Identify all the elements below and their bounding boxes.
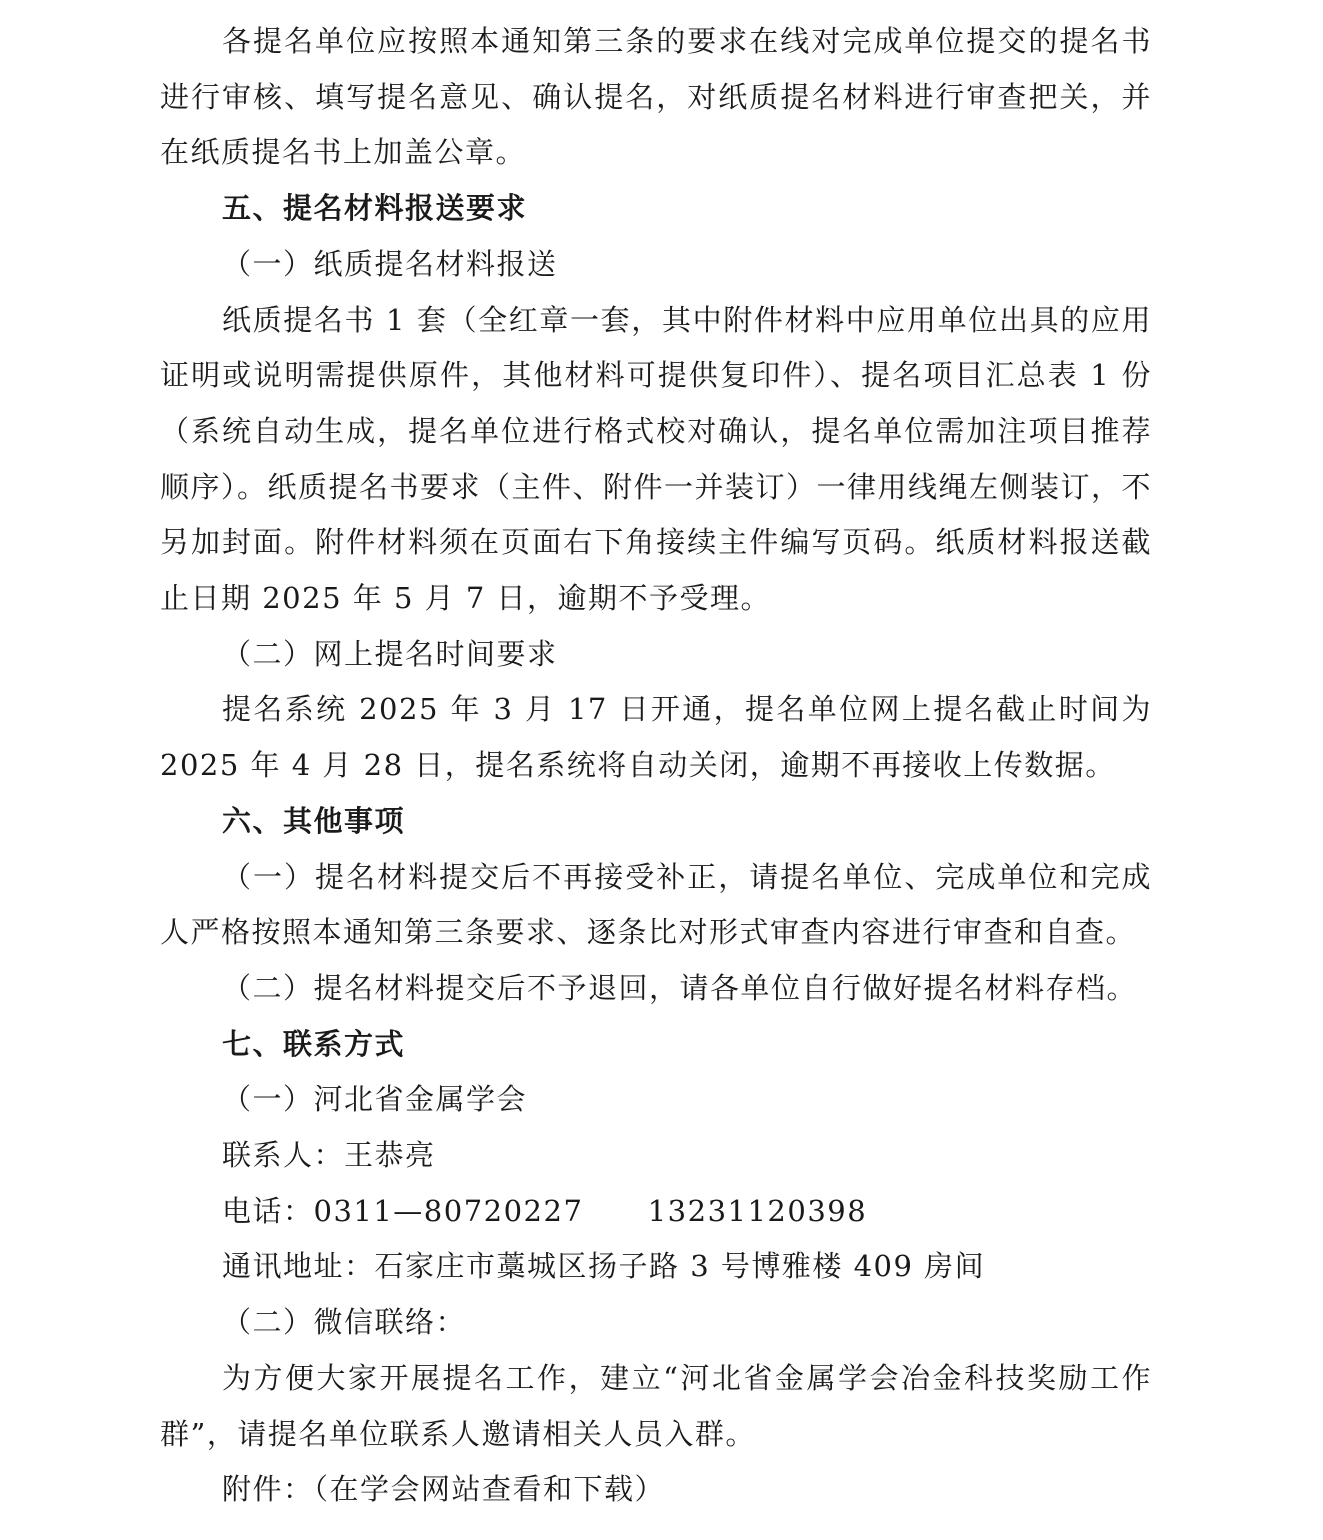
attachment-note: 附件：（在学会网站查看和下载） [222, 1472, 666, 1507]
contact-phone: 电话：0311—80720227 13231120398 [222, 1193, 868, 1228]
contact-person: 联系人：王恭亮 [222, 1138, 436, 1173]
paragraph-review-requirements: 各提名单位应按照本通知第三条的要求在线对完成单位提交的提名书进行审核、填写提名意见、确认提名，对纸质提名材料进行审查把关，并在纸质提名书上加盖公章。 [160, 24, 1152, 170]
section-heading-5: 五、提名材料报送要求 [222, 191, 528, 226]
section-heading-7: 七、联系方式 [222, 1026, 406, 1061]
document-page [160, 14, 1152, 1518]
paragraph-wechat-group: 为方便大家开展提名工作，建立“河北省金属学会冶金科技奖励工作群”，请提名单位联系人邀请相关人员入群。 [160, 1360, 1152, 1451]
subheading-society: （一）河北省金属学会 [222, 1082, 528, 1117]
paragraph-no-return: （二）提名材料提交后不予退回，请各单位自行做好提名材料存档。 [222, 970, 1138, 1005]
subheading-wechat: （二）微信联络： [222, 1305, 467, 1340]
paragraph-paper-materials: 纸质提名书 1 套（全红章一套，其中附件材料中应用单位出具的应用证明或说明需提供原件，其他材料可提供复印件）、提名项目汇总表 1 份（系统自动生成，提名单位进行格式校对确认，提名单位需加注项目推荐顺序）。纸质提名书要求（主件、附件一并装订）一律用线绳左侧装订，不另加封面。附件材料须在页面右下角接续主件编写页码。纸质材料报送截止日期 2025 年 5 月 7 日，逾期不予受理。 [160, 302, 1153, 616]
contact-address: 通讯地址：石家庄市藁城区扬子路 3 号博雅楼 409 房间 [222, 1249, 986, 1284]
paragraph-no-correction: （一）提名材料提交后不再接受补正，请提名单位、完成单位和完成人严格按照本通知第三条要求、逐条比对形式审查内容进行审查和自查。 [160, 859, 1152, 950]
section-heading-6: 六、其他事项 [222, 803, 406, 838]
subheading-paper-materials: （一）纸质提名材料报送 [222, 246, 558, 281]
paragraph-online-time: 提名系统 2025 年 3 月 17 日开通，提名单位网上提名截止时间为 2025 年 4 月 28 日，提名系统将自动关闭，逾期不再接收上传数据。 [160, 692, 1152, 783]
subheading-online-time: （二）网上提名时间要求 [222, 636, 558, 671]
